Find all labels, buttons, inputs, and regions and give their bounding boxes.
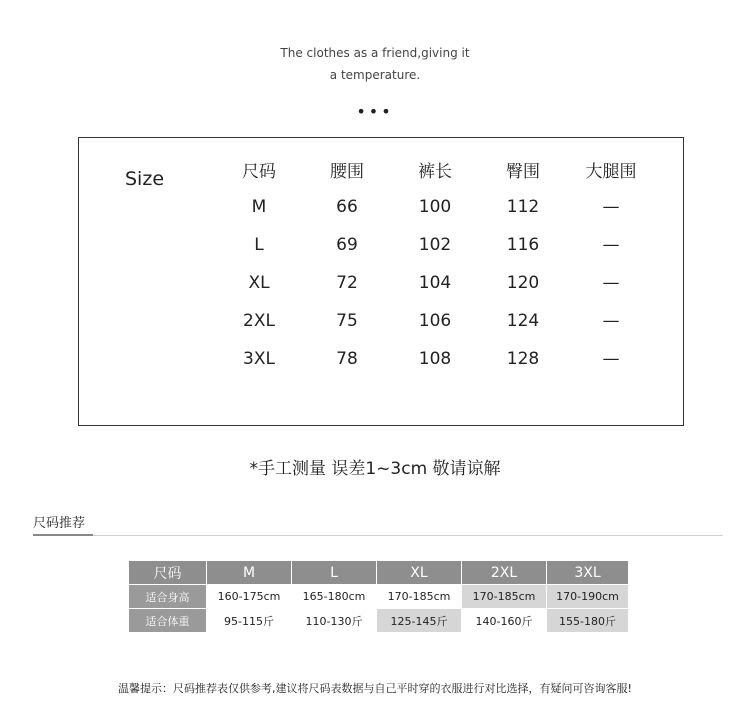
size-cell: XL (248, 273, 270, 293)
recommend-header-cell: 尺码 (129, 561, 207, 585)
tagline-line-1: The clothes as a friend,giving it (280, 46, 470, 60)
size-cell: 120 (506, 273, 540, 293)
size-header-cell: 腰围 (330, 161, 364, 182)
size-title: Size (125, 168, 165, 190)
size-header-row (215, 150, 655, 188)
recommend-row-label: 适合身高 (129, 585, 207, 609)
size-row (215, 264, 655, 302)
recommend-header-cell: XL (377, 561, 462, 585)
warm-tip: 温馨提示：尺码推荐表仅供参考,建议将尺码表数据与自己平时穿的衣服进行对比选择，有疑问可咨询客服! (118, 682, 632, 695)
size-cell: — (602, 349, 620, 369)
recommend-cell: 140-160斤 (462, 609, 547, 633)
recommend-weight-row (129, 609, 629, 633)
recommend-table (128, 560, 629, 633)
section-title: 尺码推荐 (33, 516, 86, 531)
recommend-header-cell: M (207, 561, 292, 585)
size-cell: 102 (418, 235, 452, 255)
size-cell: 72 (336, 273, 358, 293)
size-header-cell: 裤长 (418, 161, 452, 182)
recommend-cell: 155-180斤 (547, 609, 629, 633)
recommend-cell: 165-180cm (292, 585, 377, 609)
size-cell: 100 (418, 197, 452, 217)
recommend-cell: 160-175cm (207, 585, 292, 609)
recommend-cell: 110-130斤 (292, 609, 377, 633)
measurement-note: *手工测量 误差1~3cm 敬请谅解 (249, 459, 501, 479)
size-cell: 75 (336, 311, 358, 331)
recommend-header-cell: L (292, 561, 377, 585)
size-header-cell: 大腿围 (585, 161, 637, 182)
section-divider (33, 535, 723, 536)
size-cell: 112 (506, 197, 540, 217)
size-chart-box (78, 137, 684, 426)
size-cell: 78 (336, 349, 358, 369)
recommend-cell: 95-115斤 (207, 609, 292, 633)
size-row (215, 340, 655, 378)
size-cell: 2XL (243, 311, 275, 331)
recommend-height-row (129, 585, 629, 609)
size-cell: L (254, 235, 264, 255)
size-cell: 104 (418, 273, 452, 293)
tagline-line-2: a temperature. (329, 68, 421, 82)
recommend-cell: 125-145斤 (377, 609, 462, 633)
recommend-header-row (129, 561, 629, 585)
size-cell: 106 (418, 311, 452, 331)
size-header-cell: 臀围 (506, 161, 540, 182)
size-cell: 128 (506, 349, 540, 369)
recommend-header-cell: 3XL (547, 561, 629, 585)
recommend-cell: 170-185cm (377, 585, 462, 609)
size-cell: — (602, 197, 620, 217)
size-cell: M (251, 197, 267, 217)
decorative-dots: ••• (356, 102, 394, 121)
size-cell: — (602, 311, 620, 331)
size-cell: 108 (418, 349, 452, 369)
size-cell: 66 (336, 197, 358, 217)
size-cell: 116 (506, 235, 540, 255)
size-row (215, 302, 655, 340)
size-row (215, 226, 655, 264)
size-cell: 3XL (243, 349, 275, 369)
recommend-cell: 170-185cm (462, 585, 547, 609)
size-grid (215, 150, 655, 378)
size-cell: 124 (506, 311, 540, 331)
size-row (215, 188, 655, 226)
recommend-row-label: 适合体重 (129, 609, 207, 633)
size-header-cell: 尺码 (242, 161, 276, 182)
size-cell: 69 (336, 235, 358, 255)
recommend-header-cell: 2XL (462, 561, 547, 585)
size-cell: — (602, 235, 620, 255)
tagline (0, 42, 750, 86)
recommend-cell: 170-190cm (547, 585, 629, 609)
section-divider-accent (33, 534, 93, 536)
size-cell: — (602, 273, 620, 293)
